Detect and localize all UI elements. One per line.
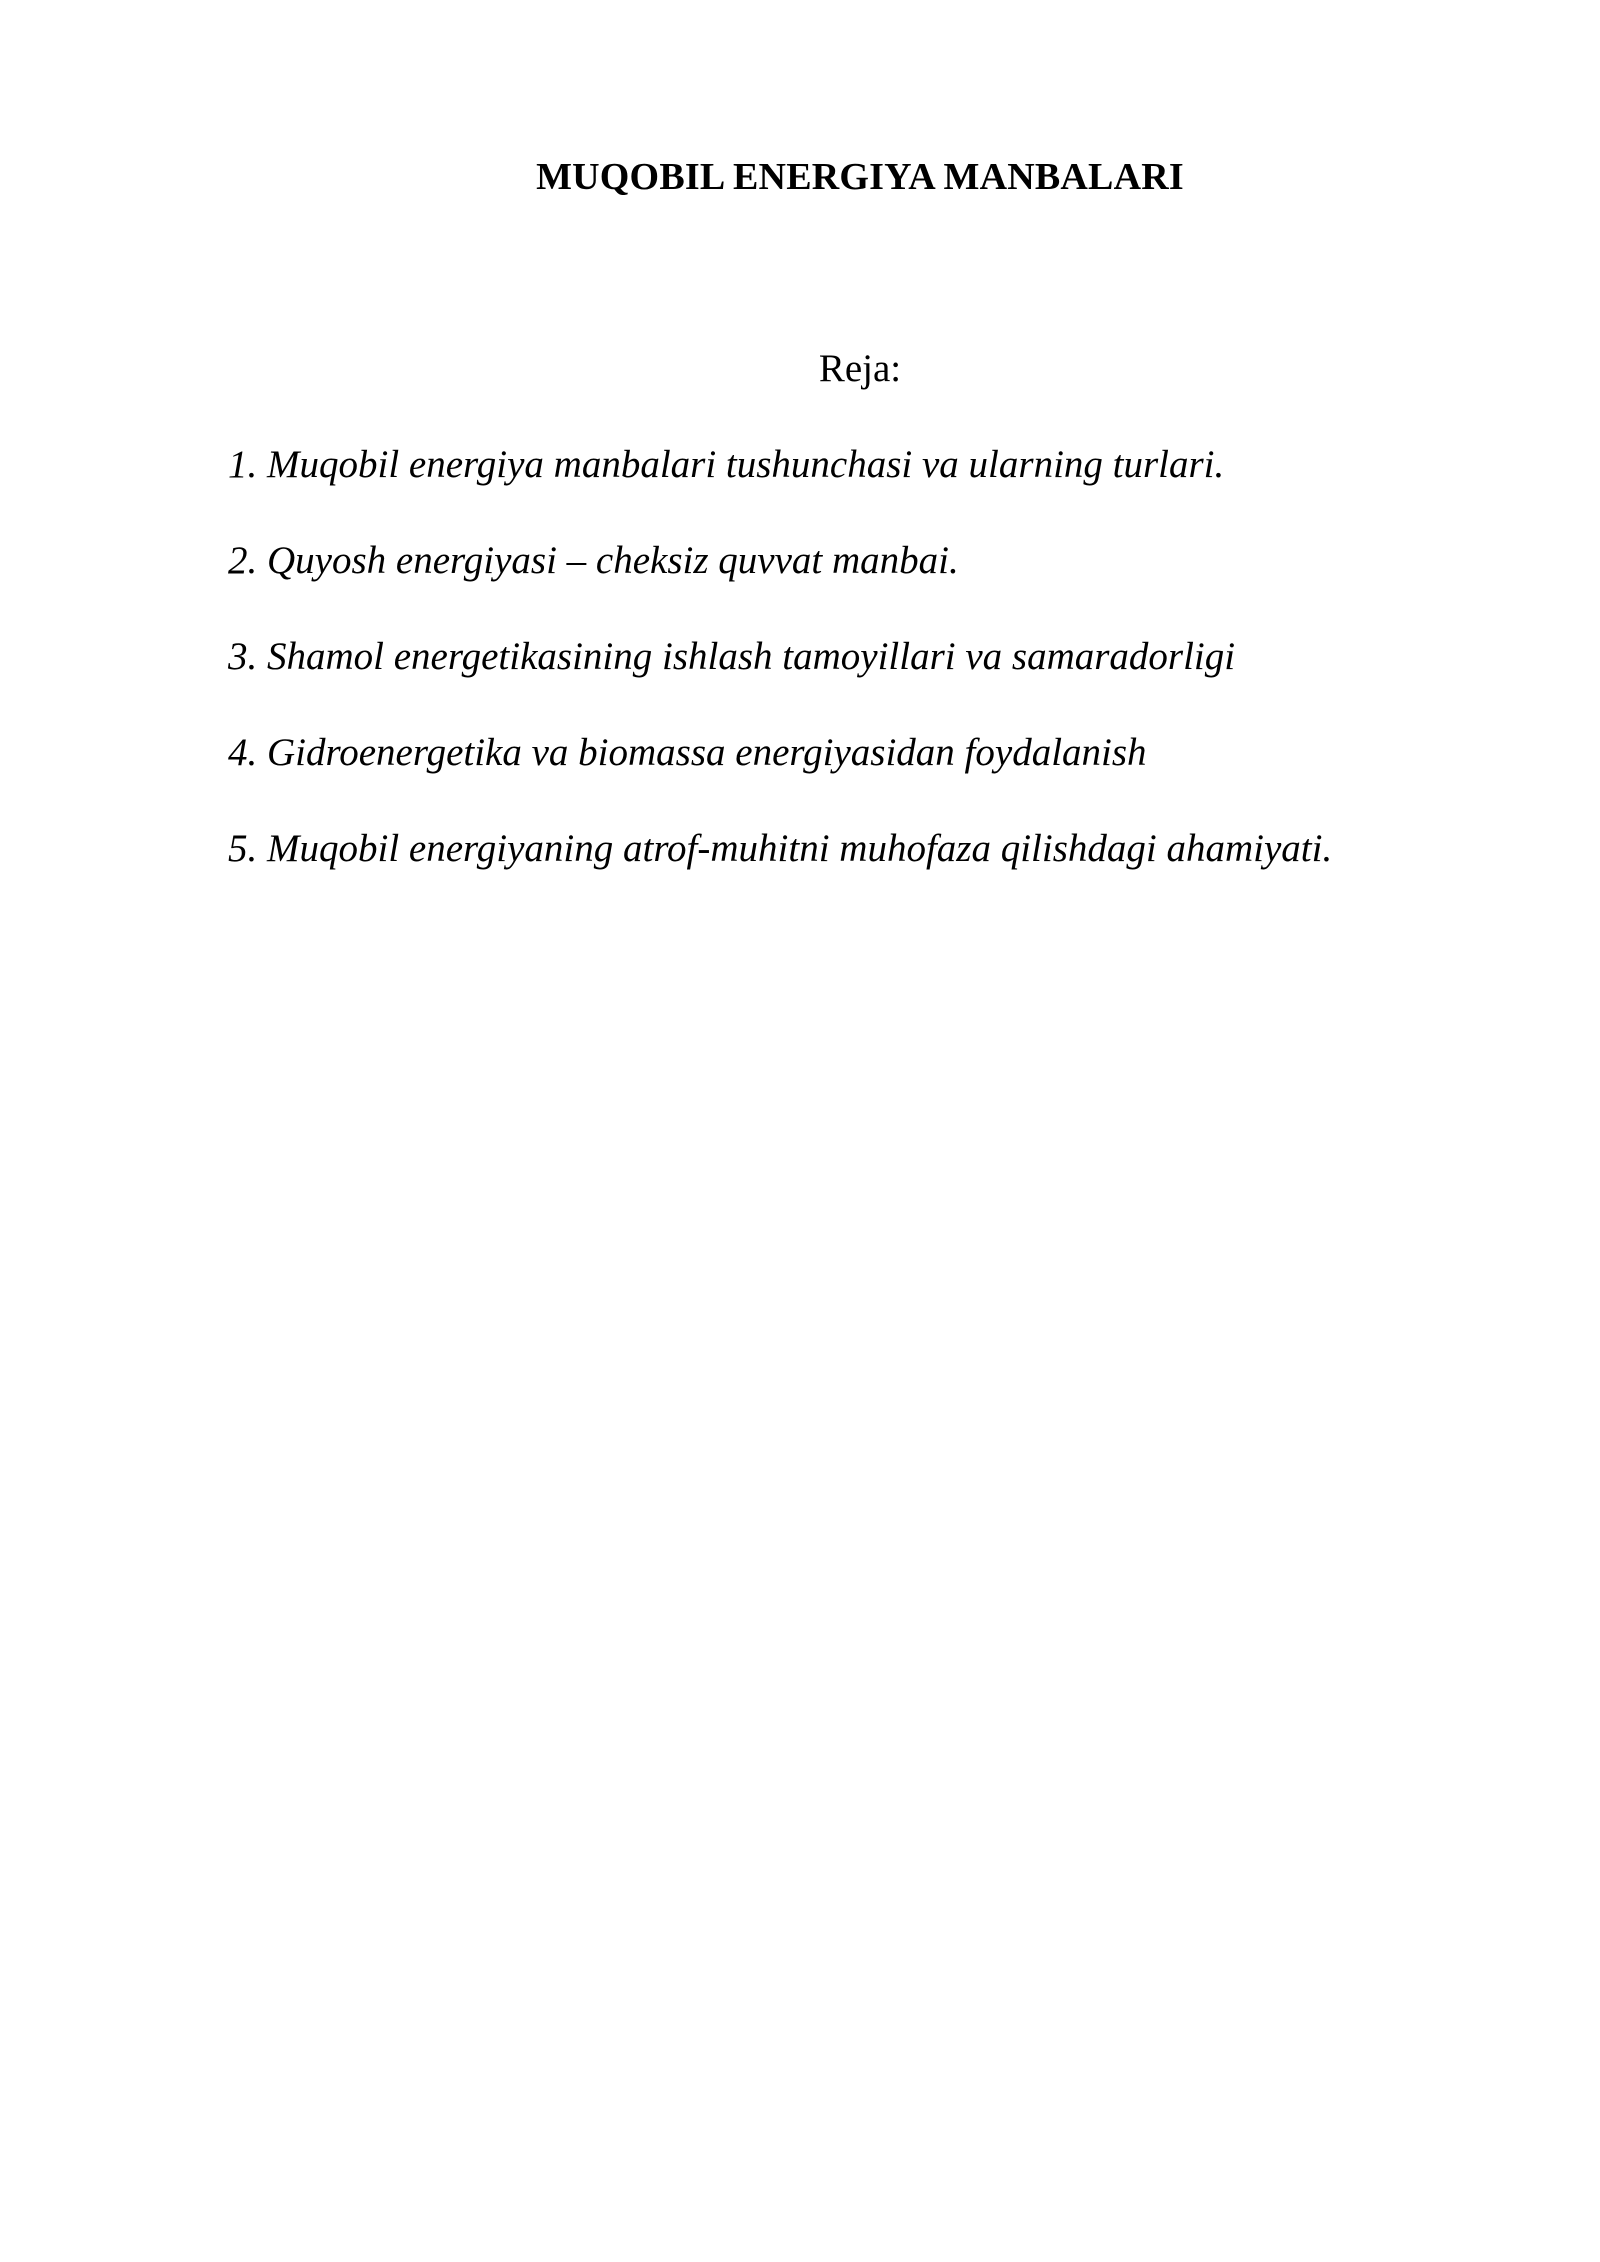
plan-item-2: 2. Quyosh energiyasi – cheksiz quvvat manbai. [228,539,959,582]
plan-list [228,441,1332,921]
plan-item-5: 5. Muqobil energiyaning atrof-muhitni muhofaza qilishdagi ahamiyati. [228,827,1333,870]
plan-heading: Reja: [818,347,902,390]
document-title: MUQOBIL ENERGIYA MANBALARI [536,156,1184,198]
plan-item-1: 1. Muqobil energiya manbalari tushunchasi va ularning turlari. [228,443,1225,486]
plan-item-3: 3. Shamol energetikasining ishlash tamoyillari va samaradorligi [228,635,1236,678]
plan-item-4: 4. Gidroenergetika va biomassa energiyasidan foydalanish [228,731,1147,774]
